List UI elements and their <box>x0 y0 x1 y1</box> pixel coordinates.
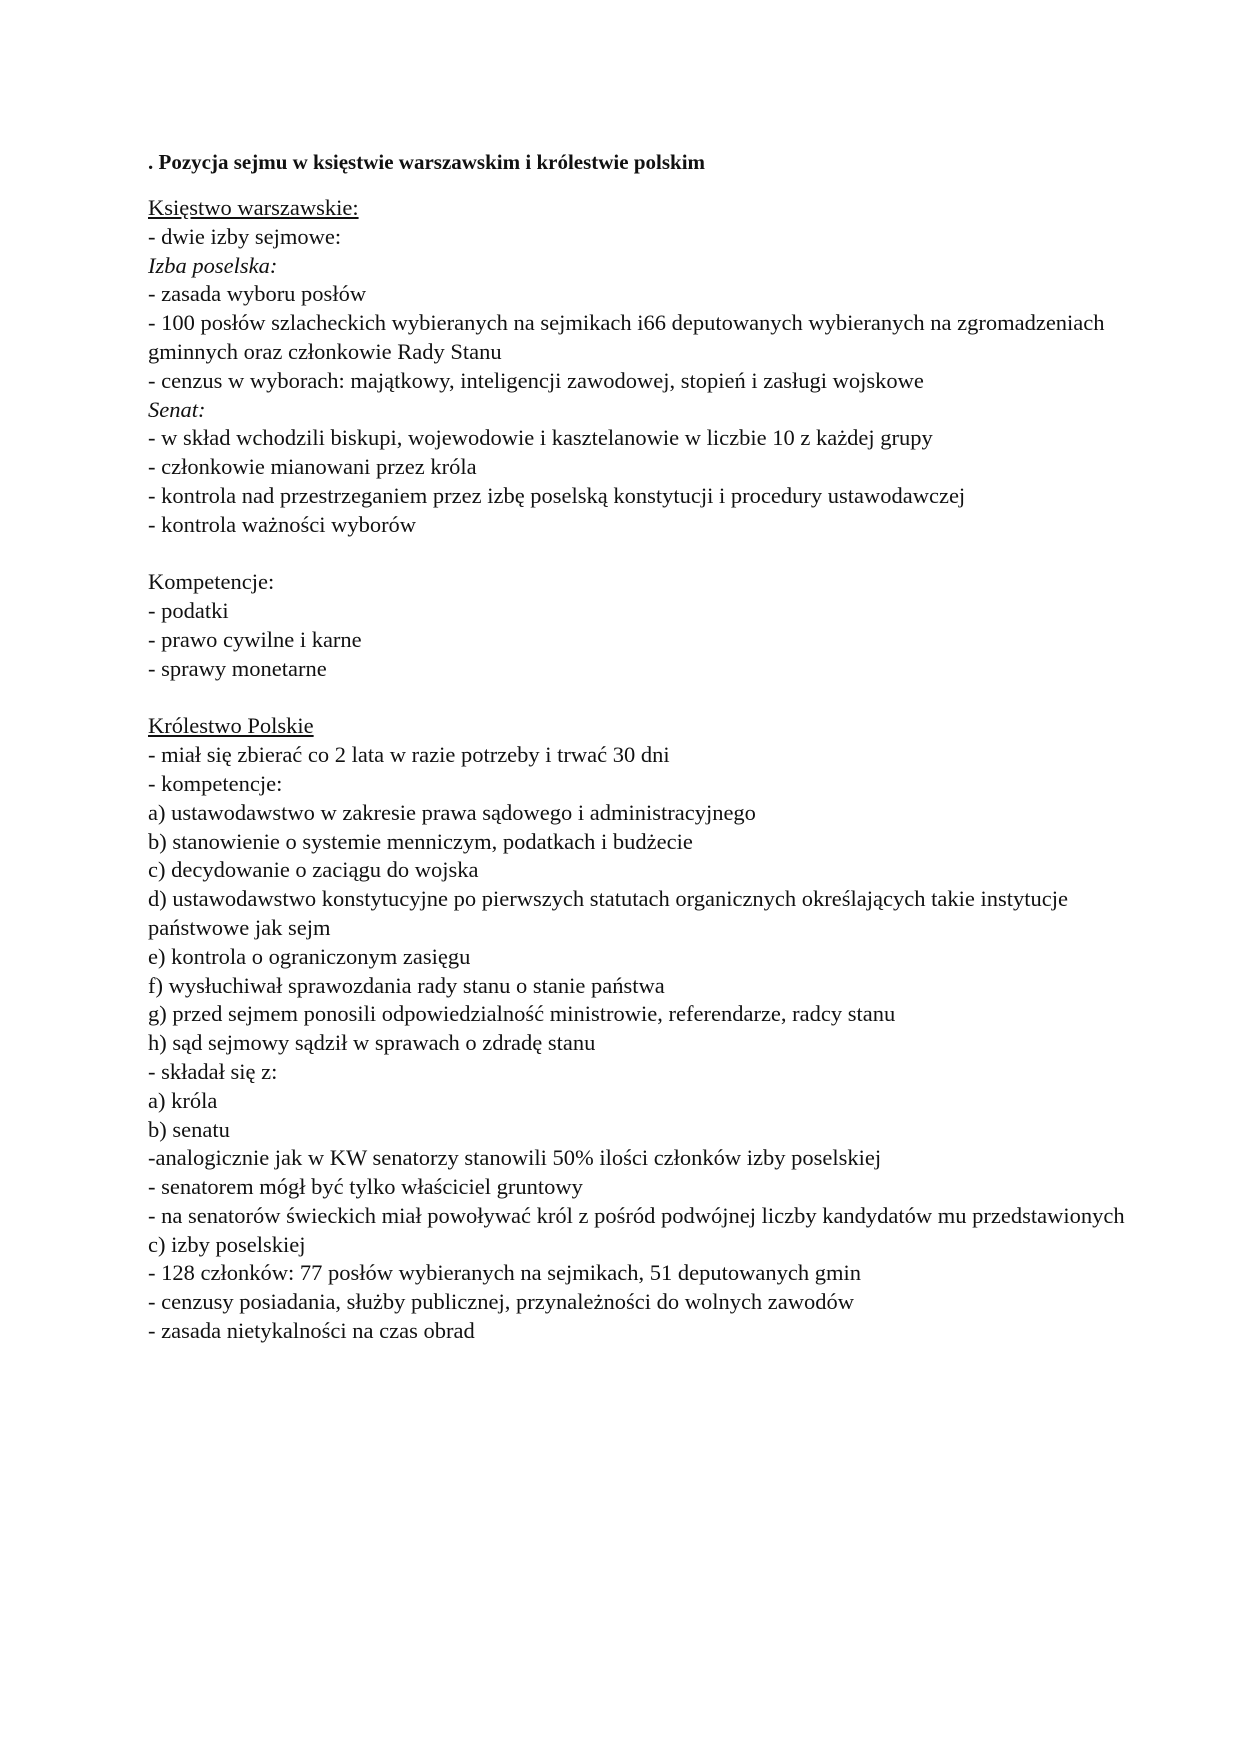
list-item: - senatorem mógł być tylko właściciel gruntowy <box>148 1174 583 1200</box>
document-content <box>148 148 1148 1346</box>
list-item: - miał się zbierać co 2 lata w razie potrzeby i trwać 30 dni <box>148 742 670 768</box>
list-item: - kontrola ważności wyborów <box>148 511 417 537</box>
list-item: - kompetencje: <box>148 770 283 796</box>
list-item: c) decydowanie o zaciągu do wojska <box>148 857 479 883</box>
list-item: - cenzusy posiadania, służby publicznej, przynależności do wolnych zawodów <box>148 1289 855 1315</box>
paragraph-gap <box>148 684 1148 713</box>
section-heading-ksiestwo: Księstwo warszawskie: <box>148 195 359 220</box>
list-item: - podatki <box>148 598 229 624</box>
list-item: b) senatu <box>148 1116 230 1142</box>
list-item: - sprawy monetarne <box>148 655 327 681</box>
subheading-senat: Senat: <box>148 396 206 422</box>
list-item: d) ustawodawstwo konstytucyjne po pierwszych statutach organicznych określających takie instytucje państwowe jak sejm <box>148 886 1068 940</box>
list-item: g) przed sejmem ponosili odpowiedzialność ministrowie, referendarze, radcy stanu <box>148 1001 896 1027</box>
list-item: c) izby poselskiej <box>148 1231 306 1257</box>
list-item: b) stanowienie o systemie menniczym, podatkach i budżecie <box>148 828 693 854</box>
list-item: - 100 posłów szlacheckich wybieranych na sejmikach i66 deputowanych wybieranych na zgromadzeniach gminnych oraz członkowie Rady Stanu <box>148 310 1105 364</box>
list-item: - na senatorów świeckich miał powoływać król z pośród podwójnej liczby kandydatów mu przedstawionych <box>148 1202 1125 1228</box>
list-item: - cenzus w wyborach: majątkowy, inteligencji zawodowej, stopień i zasługi wojskowe <box>148 367 924 393</box>
list-item: a) króla <box>148 1087 218 1113</box>
list-item: - zasada wyboru posłów <box>148 281 367 307</box>
list-item: - prawo cywilne i karne <box>148 626 362 652</box>
document-title: . Pozycja sejmu w księstwie warszawskim i królestwie polskim <box>148 150 706 174</box>
list-item: - składał się z: <box>148 1058 278 1084</box>
section-heading-krolestwo: Królestwo Polskie <box>148 713 314 739</box>
subheading-izba-poselska: Izba poselska: <box>148 252 278 278</box>
paragraph-gap <box>148 540 1148 569</box>
list-item: - w skład wchodzili biskupi, wojewodowie i kasztelanowie w liczbie 10 z każdej grupy <box>148 425 933 451</box>
list-item: - zasada nietykalności na czas obrad <box>148 1318 475 1344</box>
list-item: - kontrola nad przestrzeganiem przez izbę poselską konstytucji i procedury ustawodawczej <box>148 482 966 508</box>
section-heading-kompetencje: Kompetencje: <box>148 569 275 595</box>
list-item: e) kontrola o ograniczonym zasięgu <box>148 943 471 969</box>
list-item: a) ustawodawstwo w zakresie prawa sądowego i administracyjnego <box>148 799 756 825</box>
list-item: f) wysłuchiwał sprawozdania rady stanu o stanie państwa <box>148 972 665 998</box>
list-item: h) sąd sejmowy sądził w sprawach o zdradę stanu <box>148 1030 596 1056</box>
list-item: - 128 członków: 77 posłów wybieranych na sejmikach, 51 deputowanych gmin <box>148 1260 861 1286</box>
list-item: -analogicznie jak w KW senatorzy stanowili 50% ilości członków izby poselskiej <box>148 1145 882 1171</box>
list-item: - członkowie mianowani przez króla <box>148 454 477 480</box>
section1-intro: - dwie izby sejmowe: <box>148 223 342 249</box>
